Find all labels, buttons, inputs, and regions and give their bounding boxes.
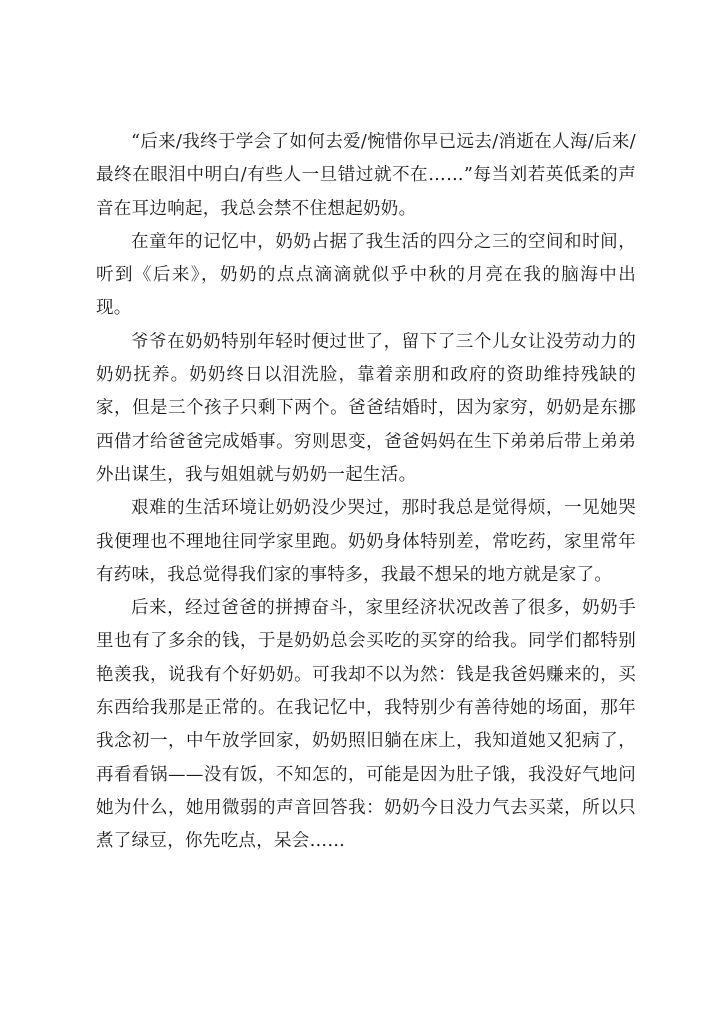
paragraph-3: 爷爷在奶奶特别年轻时便过世了，留下了三个儿女让没劳动力的奶奶抚养。奶奶终日以泪洗脸，靠着亲朋和政府的资助维持残缺的家，但是三个孩子只剩下两个。爸爸结婚时，因为家穷，奶奶是东挪西借才给爸爸完成婚事。穷则思变，爸爸妈妈在生下弟弟后带上弟弟外出谋生，我与姐姐就与奶奶一起生活。 (96, 331, 636, 485)
paragraph-4: 艰难的生活环境让奶奶没少哭过，那时我总是觉得烦，一见她哭我便理也不理地往同学家里跑。奶奶身体特别差，常吃药，家里常年有药味，我总觉得我们家的事特多，我最不想呆的地方就是家了。 (96, 498, 636, 585)
paragraph-2: 在童年的记忆中，奶奶占据了我生活的四分之三的空间和时间，听到《后来》，奶奶的点点滴滴就似乎中秋的月亮在我的脑海中出现。 (96, 231, 636, 319)
essay-body (96, 126, 636, 859)
paragraph-1: “后来/我终于学会了如何去爱/惋惜你早已远去/消逝在人海/后来/最终在眼泪中明白/有些人一旦错过就不在……”每当刘若英低柔的声音在耳边响起，我总会禁不住想起奶奶。 (96, 132, 636, 219)
paragraph-5: 后来，经过爸爸的拼搏奋斗，家里经济状况改善了很多，奶奶手里也有了多余的钱，于是奶奶总会买吃的买穿的给我。同学们都特别艳羡我，说我有个好奶奶。可我却不以为然：钱是我爸妈赚来的，买东西给我那是正常的。在我记忆中，我特别少有善待她的场面，那年我念初一，中午放学回家，奶奶照旧躺在床上，我知道她又犯病了，再看看锅——没有饭，不知怎的，可能是因为肚子饿，我没好气地问她为什么，她用微弱的声音回答我：奶奶今日没力气去买菜，所以只煮了绿豆，你先吃点，呆会…… (96, 598, 636, 852)
